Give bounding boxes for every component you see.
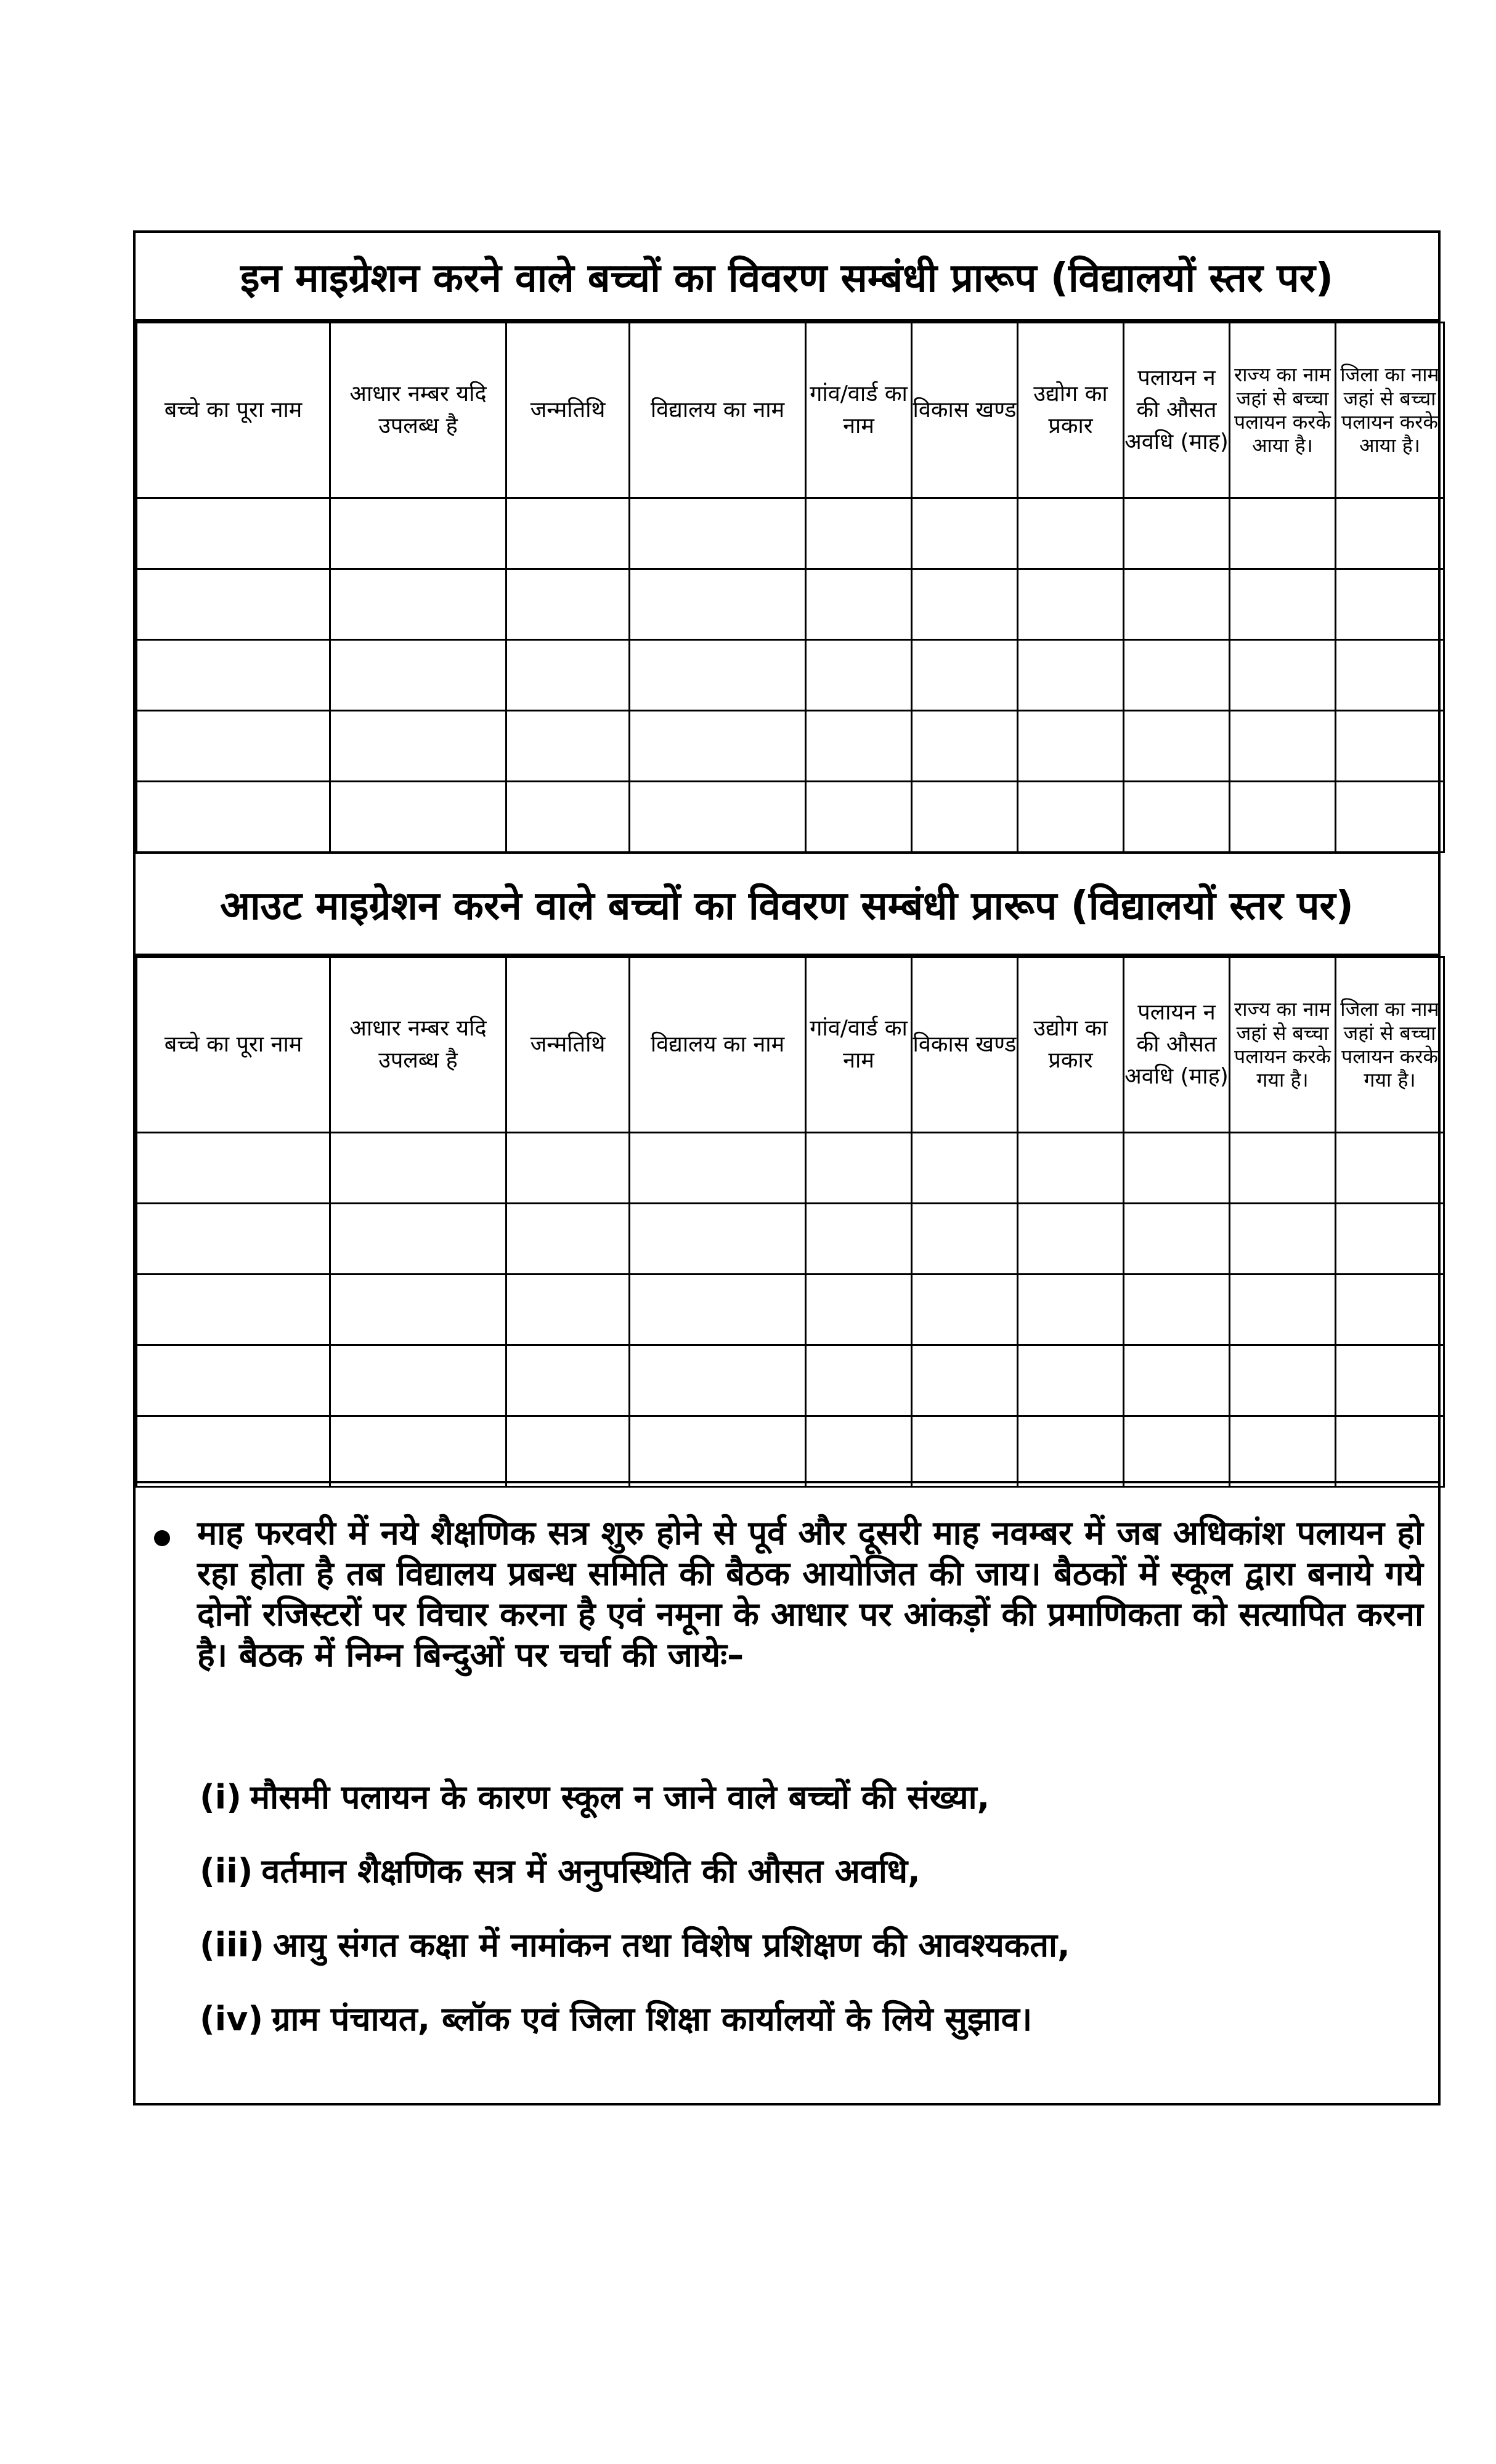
table-cell[interactable] [912,498,1018,569]
table-cell[interactable] [1230,1345,1336,1416]
table-cell[interactable] [137,1275,330,1345]
table-cell[interactable] [1124,1133,1230,1204]
table-cell[interactable] [1018,640,1124,711]
table-cell[interactable] [1230,1275,1336,1345]
table-cell[interactable] [912,1345,1018,1416]
table-cell[interactable] [330,1133,506,1204]
table-cell[interactable] [506,711,630,782]
table-row [137,1416,1444,1487]
in-col-origin-state: राज्य का नाम जहां से बच्चा पलायन करके आया है। [1230,323,1336,498]
out-migration-table [136,956,1445,1488]
list-item-text: ग्राम पंचायत, ब्लॉक एवं जिला शिक्षा कार्यालयों के लिये सुझाव। [272,2000,1033,2038]
table-row [137,640,1444,711]
table-cell[interactable] [912,1204,1018,1275]
table-cell[interactable] [1230,711,1336,782]
table-cell[interactable] [1018,1204,1124,1275]
table-cell[interactable] [1336,711,1444,782]
table-cell[interactable] [806,1275,912,1345]
table-cell[interactable] [630,1204,806,1275]
table-row [137,1345,1444,1416]
table-cell[interactable] [912,640,1018,711]
table-row [137,782,1444,853]
table-cell[interactable] [630,711,806,782]
table-cell[interactable] [1124,640,1230,711]
out-col-school-name: विद्यालय का नाम [630,957,806,1133]
table-cell[interactable] [912,711,1018,782]
table-cell[interactable] [137,569,330,640]
table-row [137,1204,1444,1275]
table-cell[interactable] [330,782,506,853]
table-cell[interactable] [1018,1416,1124,1487]
in-col-origin-district: जिला का नाम जहां से बच्चा पलायन करके आया है। [1336,323,1444,498]
table-row [137,711,1444,782]
table-cell[interactable] [1018,569,1124,640]
in-col-avg-duration: पलायन न की औसत अवधि (माह) [1124,323,1230,498]
in-col-aadhaar: आधार नम्बर यदि उपलब्ध है [330,323,506,498]
bullet-icon [154,1530,170,1546]
table-cell[interactable] [806,1133,912,1204]
list-item-text: मौसमी पलायन के कारण स्कूल न जाने वाले बच्चों की संख्या, [250,1778,990,1817]
table-cell[interactable] [506,1275,630,1345]
table-cell[interactable] [1124,711,1230,782]
meeting-notes-paragraph: माह फरवरी में नये शैक्षणिक सत्र शुरु होने से पूर्व और दूसरी माह नवम्बर में जब अधिकांश पलायन हो रहा होता है तब विद्यालय प्रबन्ध समिति की बैठक आयोजित की जाय। बैठकों में स्कूल द्वारा बनाये गये दोनों रजिस्टरों पर विचार करना है एवं नमूना के आधार पर आंकड़ों की प्रमाणिकता को सत्यापित करना है। बैठक में निम्न बिन्दुओं पर चर्चा की जायेः– [197,1514,1423,1674]
table-cell[interactable] [912,1275,1018,1345]
table-cell[interactable] [1124,1345,1230,1416]
table-cell[interactable] [330,1204,506,1275]
table-cell[interactable] [1124,1416,1230,1487]
table-cell[interactable] [330,569,506,640]
table-cell[interactable] [137,1345,330,1416]
out-col-block: विकास खण्ड [912,957,1018,1133]
in-col-school-name: विद्यालय का नाम [630,323,806,498]
table-cell[interactable] [1336,1416,1444,1487]
out-table-header-row [137,957,1444,1133]
out-col-avg-duration: पलायन न की औसत अवधि (माह) [1124,957,1230,1133]
table-cell[interactable] [1336,1133,1444,1204]
table-row [137,1275,1444,1345]
table-cell[interactable] [912,569,1018,640]
table-cell[interactable] [1018,498,1124,569]
table-cell[interactable] [1336,782,1444,853]
table-cell[interactable] [137,1416,330,1487]
meeting-notes-section [136,1481,1438,2103]
out-migration-form-title: आउट माइग्रेशन करने वाले बच्चों का विवरण सम्बंधी प्रारूप (विद्यालयों स्तर पर) [136,851,1438,956]
table-cell[interactable] [506,782,630,853]
in-col-village-ward: गांव/वार्ड का नाम [806,323,912,498]
table-cell[interactable] [806,1204,912,1275]
out-col-industry-type: उद्योग का प्रकार [1018,957,1124,1133]
table-cell[interactable] [506,1204,630,1275]
table-cell[interactable] [1336,1345,1444,1416]
table-cell[interactable] [630,640,806,711]
table-cell[interactable] [1124,498,1230,569]
table-cell[interactable] [630,1275,806,1345]
list-item [200,1773,990,1818]
table-cell[interactable] [806,1345,912,1416]
table-cell[interactable] [1018,1133,1124,1204]
table-cell[interactable] [630,498,806,569]
table-cell[interactable] [912,782,1018,853]
table-cell[interactable] [330,1345,506,1416]
out-col-destination-state: राज्य का नाम जहां से बच्चा पलायन करके गया है। [1230,957,1336,1133]
table-cell[interactable] [137,1133,330,1204]
list-item [200,1995,1032,2040]
table-cell[interactable] [630,1416,806,1487]
table-cell[interactable] [806,782,912,853]
table-cell[interactable] [1336,1275,1444,1345]
out-col-destination-district: जिला का नाम जहां से बच्चा पलायन करके गया है। [1336,957,1444,1133]
in-col-block: विकास खण्ड [912,323,1018,498]
table-cell[interactable] [506,640,630,711]
table-cell[interactable] [330,1275,506,1345]
table-cell[interactable] [1230,498,1336,569]
table-cell[interactable] [330,1416,506,1487]
table-cell[interactable] [506,498,630,569]
table-cell[interactable] [1018,1345,1124,1416]
in-col-child-name: बच्चे का पूरा नाम [137,323,330,498]
table-cell[interactable] [1018,711,1124,782]
in-migration-form-title: इन माइग्रेशन करने वाले बच्चों का विवरण सम्बंधी प्रारूप (विद्यालयों स्तर पर) [136,233,1438,322]
table-cell[interactable] [630,1133,806,1204]
table-cell[interactable] [806,640,912,711]
table-cell[interactable] [506,569,630,640]
table-cell[interactable] [137,1204,330,1275]
table-cell[interactable] [1124,1275,1230,1345]
list-item [200,1847,921,1892]
in-migration-table [136,322,1445,853]
table-cell[interactable] [137,711,330,782]
table-cell[interactable] [1230,782,1336,853]
table-cell[interactable] [1230,1416,1336,1487]
table-cell[interactable] [912,1416,1018,1487]
table-cell[interactable] [137,498,330,569]
table-cell[interactable] [330,711,506,782]
table-cell[interactable] [137,640,330,711]
out-col-child-name: बच्चे का पूरा नाम [137,957,330,1133]
table-cell[interactable] [1018,1275,1124,1345]
table-cell[interactable] [506,1416,630,1487]
table-cell[interactable] [1124,782,1230,853]
table-cell[interactable] [1336,640,1444,711]
list-item [200,1921,1070,1966]
list-item-number: (iv) [200,2000,264,2038]
list-item-number: (iii) [200,1926,264,1964]
table-cell[interactable] [506,1345,630,1416]
out-col-village-ward: गांव/वार्ड का नाम [806,957,912,1133]
table-cell[interactable] [330,640,506,711]
table-cell[interactable] [806,1416,912,1487]
table-cell[interactable] [1230,1204,1336,1275]
table-cell[interactable] [630,782,806,853]
list-item-text: आयु संगत कक्षा में नामांकन तथा विशेष प्रशिक्षण की आवश्यकता, [272,1926,1070,1964]
table-cell[interactable] [806,498,912,569]
table-cell[interactable] [1336,1204,1444,1275]
table-row [137,569,1444,640]
table-row [137,1133,1444,1204]
table-cell[interactable] [137,782,330,853]
table-cell[interactable] [1336,498,1444,569]
table-cell[interactable] [1230,569,1336,640]
in-col-dob: जन्मतिथि [506,323,630,498]
table-cell[interactable] [1230,640,1336,711]
out-col-aadhaar: आधार नम्बर यदि उपलब्ध है [330,957,506,1133]
in-table-header-row [137,323,1444,498]
table-cell[interactable] [1230,1133,1336,1204]
table-cell[interactable] [1018,782,1124,853]
table-cell[interactable] [1336,569,1444,640]
table-cell[interactable] [330,498,506,569]
in-col-industry-type: उद्योग का प्रकार [1018,323,1124,498]
table-cell[interactable] [806,711,912,782]
table-cell[interactable] [630,569,806,640]
table-cell[interactable] [506,1133,630,1204]
list-item-number: (ii) [200,1852,253,1891]
list-item-text: वर्तमान शैक्षणिक सत्र में अनुपस्थिति की औसत अवधि, [261,1852,921,1891]
form-frame [133,230,1441,2105]
table-cell[interactable] [1124,569,1230,640]
table-cell[interactable] [912,1133,1018,1204]
list-item-number: (i) [200,1778,242,1817]
table-cell[interactable] [806,569,912,640]
table-cell[interactable] [1124,1204,1230,1275]
table-cell[interactable] [630,1345,806,1416]
out-col-dob: जन्मतिथि [506,957,630,1133]
table-row [137,498,1444,569]
